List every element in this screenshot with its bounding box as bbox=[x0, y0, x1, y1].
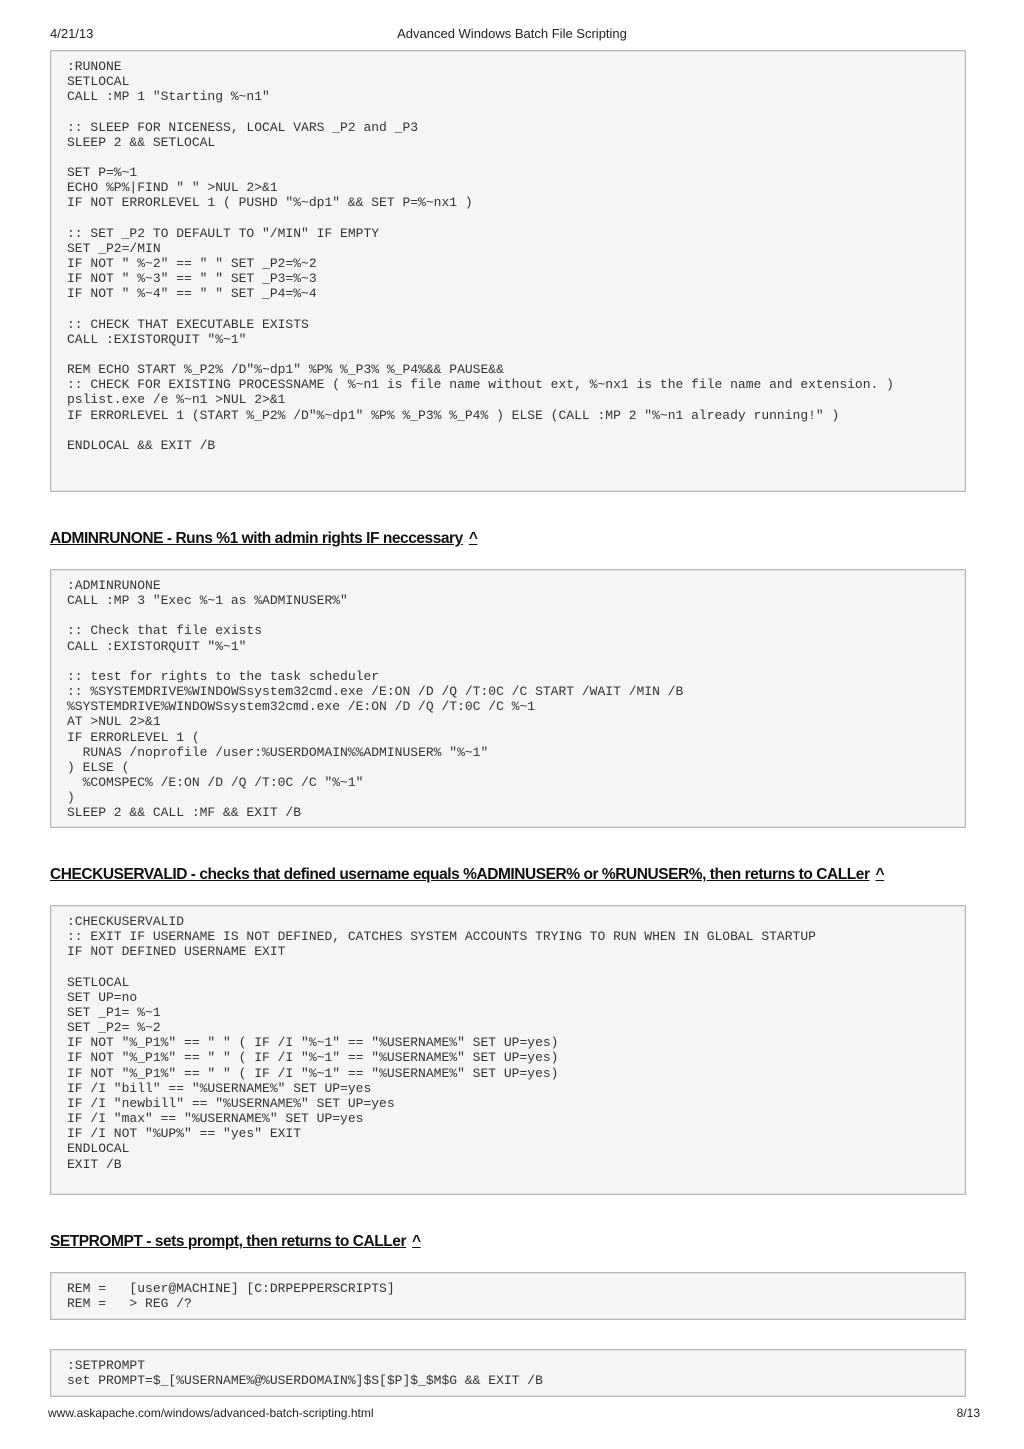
page-title: Advanced Windows Batch File Scripting bbox=[397, 26, 627, 41]
back-to-top-link[interactable]: ^ bbox=[875, 866, 885, 883]
back-to-top-link[interactable]: ^ bbox=[468, 530, 478, 547]
code-block-checkuservalid bbox=[50, 905, 966, 1195]
section-link-checkuservalid[interactable]: CHECKUSERVALID - checks that defined username equals %ADMINUSER% or %RUNUSER%, then returns to CALLer bbox=[50, 866, 870, 883]
print-header bbox=[0, 26, 1024, 44]
page-number: 8/13 bbox=[956, 1406, 980, 1420]
code-block-setprompt-rem bbox=[50, 1272, 966, 1320]
code-text-setprompt-rem: REM = [user@MACHINE] [C:DRPEPPERSCRIPTS] REM = > REG /? bbox=[67, 1281, 395, 1312]
print-date: 4/21/13 bbox=[50, 26, 94, 41]
section-heading-setprompt bbox=[50, 1233, 421, 1255]
code-block-adminrunone bbox=[50, 569, 966, 828]
back-to-top-link[interactable]: ^ bbox=[412, 1233, 421, 1250]
code-block-setprompt bbox=[50, 1349, 966, 1397]
print-footer bbox=[0, 1406, 1024, 1424]
code-text-checkuservalid: :CHECKUSERVALID :: EXIT IF USERNAME IS NOT DEFINED, CATCHES SYSTEM ACCOUNTS TRYING TO RUN WHEN IN GLOBAL STARTUP IF NOT DEFINED USERNAME EXIT SETLOCAL SET UP=no SET _P1= %~1 SET _P2= %~2 IF NOT "%_P1%" == " " ( IF /I "%~1" == "%USERNAME%" SET UP=yes) IF NOT "%_P1%" == " " ( IF /I "%~1" == "%USERNAME%" SET UP=yes) IF NOT "%_P1%" == " " ( IF /I "%~1" == "%USERNAME%" SET UP=yes) IF /I "bill" == "%USERNAME%" SET UP=yes IF /I "newbill" == "%USERNAME%" SET UP=yes IF /I "max" == "%USERNAME%" SET UP=yes IF /I NOT "%UP%" == "yes" EXIT ENDLOCAL EXIT /B bbox=[67, 914, 816, 1172]
code-text-setprompt: :SETPROMPT set PROMPT=$_[%USERNAME%@%USERDOMAIN%]$S[$P]$_$M$G && EXIT /B bbox=[67, 1358, 543, 1389]
section-link-adminrunone[interactable]: ADMINRUNONE - Runs %1 with admin rights IF neccessary bbox=[50, 530, 463, 547]
section-heading-checkuservalid bbox=[50, 866, 884, 888]
section-heading-adminrunone bbox=[50, 530, 477, 552]
code-block-runone bbox=[50, 50, 966, 492]
code-text-adminrunone: :ADMINRUNONE CALL :MP 3 "Exec %~1 as %ADMINUSER%" :: Check that file exists CALL :EXISTORQUIT "%~1" :: test for rights to the task scheduler :: %SYSTEMDRIVE%WINDOWSsystem32cmd.exe /E:ON /D /Q /T:0C /C START /WAIT /MIN /B %SYSTEMDRIVE%WINDOWSsystem32cmd.exe /E:ON /D /Q /T:0C /C %~1 AT >NUL 2>&1 IF ERRORLEVEL 1 ( RUNAS /noprofile /user:%USERDOMAIN%%ADMINUSER% "%~1" ) ELSE ( %COMSPEC% /E:ON /D /Q /T:0C /C "%~1" ) SLEEP 2 && CALL :MF && EXIT /B bbox=[67, 578, 684, 821]
code-text-runone: :RUNONE SETLOCAL CALL :MP 1 "Starting %~n1" :: SLEEP FOR NICENESS, LOCAL VARS _P2 and _P3 SLEEP 2 && SETLOCAL SET P=%~1 ECHO %P%|FIND " " >NUL 2>&1 IF NOT ERRORLEVEL 1 ( PUSHD "%~dp1" && SET P=%~nx1 ) :: SET _P2 TO DEFAULT TO "/MIN" IF EMPTY SET _P2=/MIN IF NOT " %~2" == " " SET _P2=%~2 IF NOT " %~3" == " " SET _P3=%~3 IF NOT " %~4" == " " SET _P4=%~4 :: CHECK THAT EXECUTABLE EXISTS CALL :EXISTORQUIT "%~1" REM ECHO START %_P2% /D"%~dp1" %P% %_P3% %_P4%&& PAUSE&& :: CHECK FOR EXISTING PROCESSNAME ( %~n1 is file name without ext, %~nx1 is the file name and extension. ) pslist.exe /e %~n1 >NUL 2>&1 IF ERRORLEVEL 1 (START %_P2% /D"%~dp1" %P% %_P3% %_P4% ) ELSE (CALL :MP 2 "%~n1 already running!" ) ENDLOCAL && EXIT /B bbox=[67, 59, 894, 453]
section-link-setprompt[interactable]: SETPROMPT - sets prompt, then returns to CALLer bbox=[50, 1233, 407, 1250]
source-url: www.askapache.com/windows/advanced-batch-scripting.html bbox=[48, 1406, 374, 1420]
